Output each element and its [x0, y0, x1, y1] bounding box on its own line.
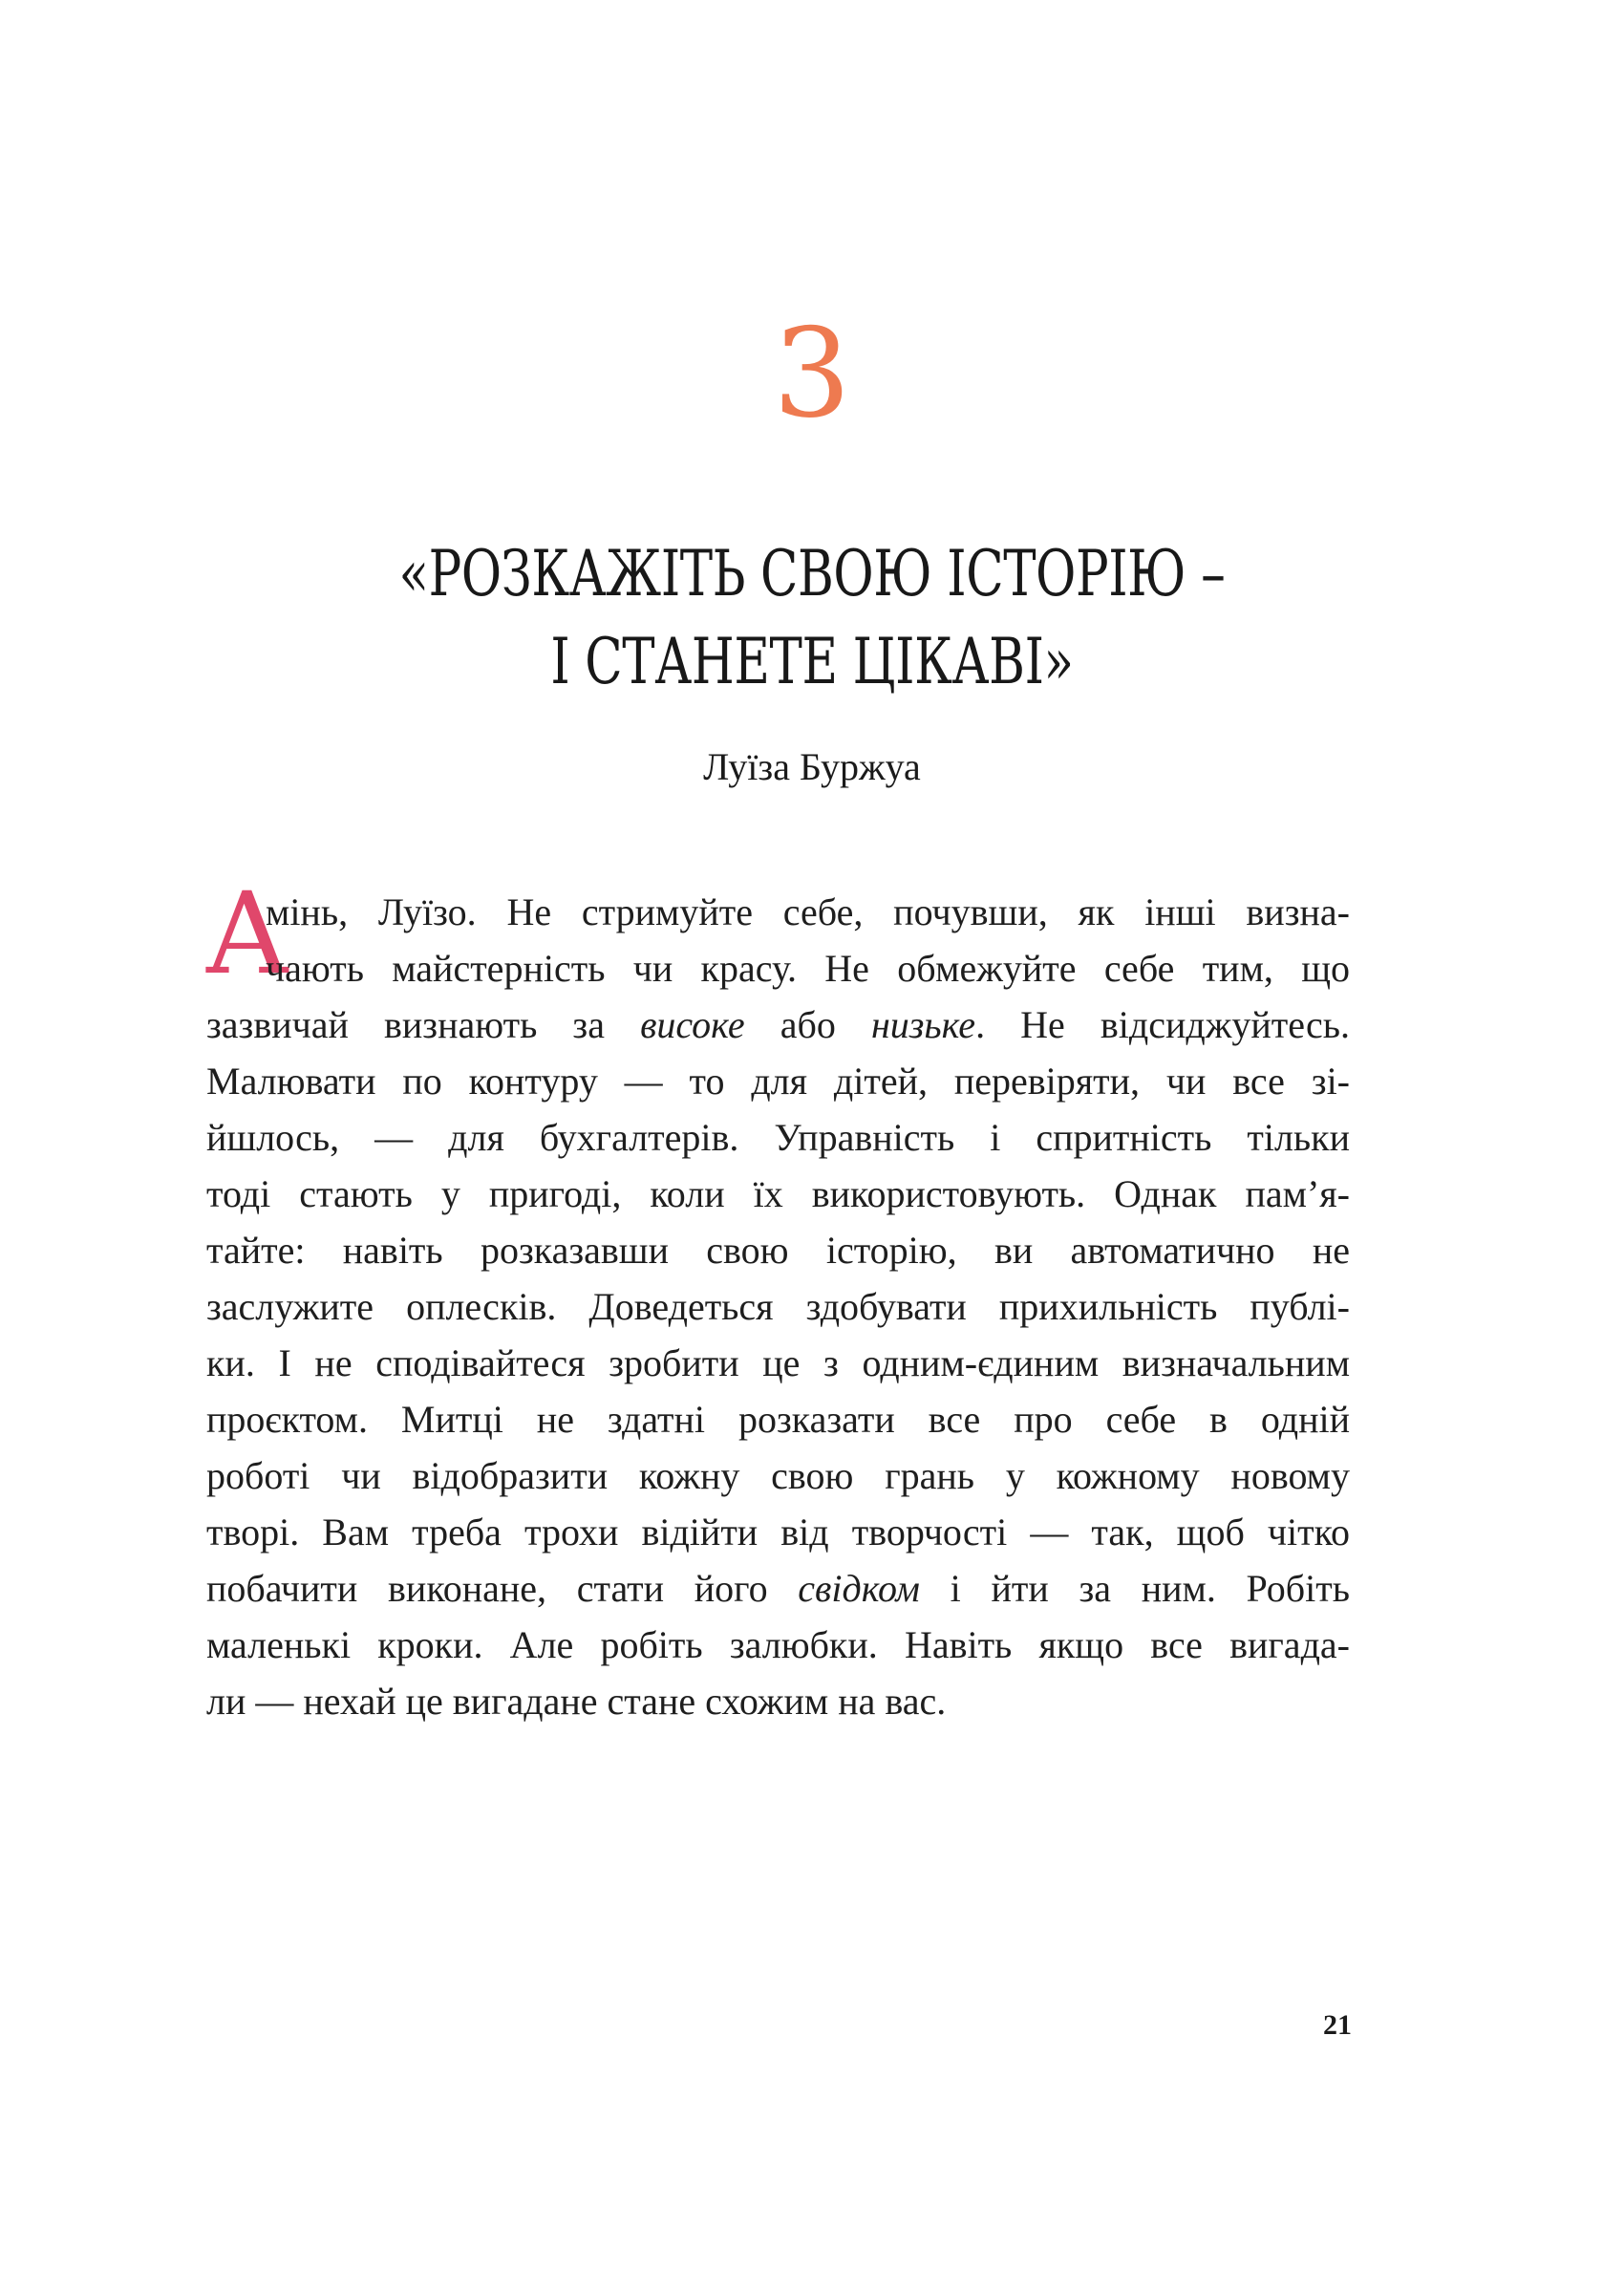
line-text: ки. І не сподівайтеся зробити це з одним-єдиним визначальним [206, 1341, 1350, 1384]
paragraph-line [206, 1053, 1350, 1109]
paragraph-line [206, 884, 1350, 940]
page-number: 21 [1323, 2009, 1352, 2041]
line-text: ли — нехай це вигадане стане схожим на вас. [206, 1680, 947, 1723]
body-paragraph [206, 884, 1350, 1729]
line-text: заслужите оплесків. Доведеться здобувати прихильність публі- [206, 1285, 1350, 1328]
chapter-title-line-2: І СТАНЕТЕ ЦІКАВІ» [550, 625, 1074, 698]
line-text: тоді стають у пригоді, коли їх використовують. Однак пам’я- [206, 1172, 1350, 1215]
line-text: тайте: навіть розказавши свою історію, ви автоматично не [206, 1229, 1350, 1272]
paragraph-line [206, 1560, 1350, 1617]
line-text: зазвичай визнають за [206, 1003, 641, 1046]
italic-text: низьке [870, 1003, 976, 1046]
line-text: проєктом. Митці не здатні розказати все про себе в одній [206, 1398, 1350, 1441]
chapter-author: Луїза Буржуа [703, 745, 921, 788]
line-text: і йти за ним. Робіть [919, 1567, 1350, 1610]
chapter-number: 3 [773, 303, 851, 445]
paragraph-line [206, 1222, 1350, 1278]
line-text: побачити виконане, стати його [206, 1567, 799, 1610]
italic-text: свідком [798, 1567, 920, 1610]
drop-cap: А [204, 868, 290, 999]
line-text: творі. Вам треба трохи відійти від творчості — так, щоб чітко [206, 1511, 1350, 1554]
chapter-title [0, 530, 1624, 706]
line-text: роботі чи відобразити кожну свою грань у кожному новому [206, 1454, 1350, 1497]
line-text: мінь, Луїзо. Не стримуйте себе, почувши, як інші визна- [266, 890, 1350, 933]
paragraph-line [206, 996, 1350, 1053]
line-text: або [744, 1003, 871, 1046]
line-text: маленькі кроки. Але робіть залюбки. Навіть якщо все вигада- [206, 1623, 1350, 1666]
paragraph-line [206, 1391, 1350, 1447]
line-text: йшлось, — для бухгалтерів. Управність і спритність тільки [206, 1116, 1350, 1159]
line-text: . Не відсиджуйтесь. [975, 1003, 1351, 1046]
italic-text: високе [640, 1003, 745, 1046]
paragraph-line [206, 1504, 1350, 1560]
paragraph-line [206, 1166, 1350, 1222]
paragraph-line [206, 1278, 1350, 1335]
line-text: чають майстерність чи красу. Не обмежуйте себе тим, що [266, 947, 1350, 990]
line-text: Малювати по контуру — то для дітей, перевіряти, чи все зі- [206, 1060, 1350, 1103]
paragraph-line [206, 1335, 1350, 1391]
chapter-title-line-1: «РОЗКАЖІТЬ СВОЮ ІСТОРІЮ – [398, 537, 1226, 611]
paragraph-line [206, 1673, 1350, 1729]
paragraph-line [206, 1109, 1350, 1166]
paragraph-line [206, 940, 1350, 996]
paragraph-line [206, 1617, 1350, 1673]
paragraph-line [206, 1447, 1350, 1504]
